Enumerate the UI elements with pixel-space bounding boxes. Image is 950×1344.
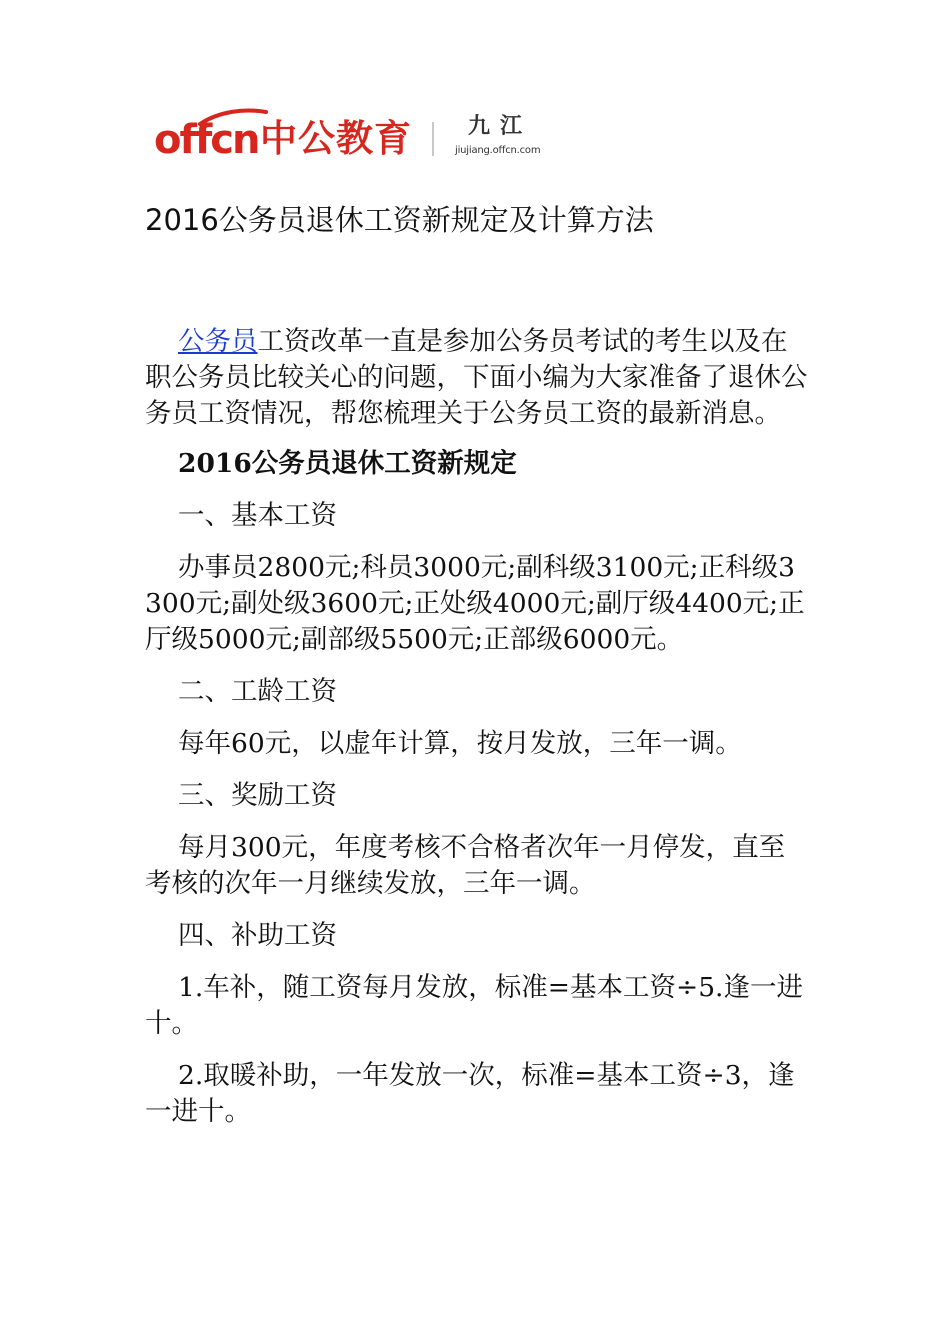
- intro-text: 工资改革一直是参加公务员考试的考生以及在职公务员比较关心的问题，下面小编为大家准备了退休公务员工资情况，帮您梳理关于公务员工资的最新消息。: [145, 326, 808, 429]
- car-allowance-paragraph: 1.车补，随工资每月发放，标准=基本工资÷5.逢一进十。: [145, 972, 803, 1039]
- heating-allowance-paragraph: 2.取暖补助，一年发放一次，标准=基本工资÷3，逢一进十。: [145, 1060, 795, 1127]
- logo-brand-chinese: 中公教育: [260, 117, 412, 160]
- basic-salary-paragraph: 办事员2800元;科员3000元;副科级3100元;正科级3300元;副处级3600元;正处级4000元;副厅级4400元;正厅级5000元;副部级5500元;正部级6000元。: [145, 552, 805, 655]
- section-heading-seniority-salary: 二、工龄工资: [178, 676, 337, 707]
- section-heading-allowance: 四、补助工资: [178, 920, 337, 951]
- section-subtitle: 2016公务员退休工资新规定: [178, 448, 517, 479]
- logo-brand-latin: offcn: [154, 117, 259, 163]
- logo-city: 九江: [468, 114, 533, 139]
- offcn-logo[interactable]: [150, 108, 550, 168]
- intro-paragraph: [145, 324, 809, 432]
- seniority-salary-paragraph: 每年60元，以虚年计算，按月发放，三年一调。: [178, 728, 742, 759]
- article-body: [145, 324, 809, 1146]
- bonus-salary-paragraph: 每月300元，年度考核不合格者次年一月停发，直至考核的次年一月继续发放，三年一调。: [145, 832, 786, 899]
- article-title: 2016公务员退休工资新规定及计算方法: [145, 203, 654, 237]
- civil-servant-link[interactable]: 公务员: [178, 326, 258, 357]
- logo-divider: [432, 122, 434, 156]
- logo-swoosh-icon: [198, 108, 268, 128]
- logo-domain: jiujiang.offcn.com: [455, 145, 541, 156]
- section-heading-bonus-salary: 三、奖励工资: [178, 780, 337, 811]
- section-heading-basic-salary: 一、基本工资: [178, 500, 337, 531]
